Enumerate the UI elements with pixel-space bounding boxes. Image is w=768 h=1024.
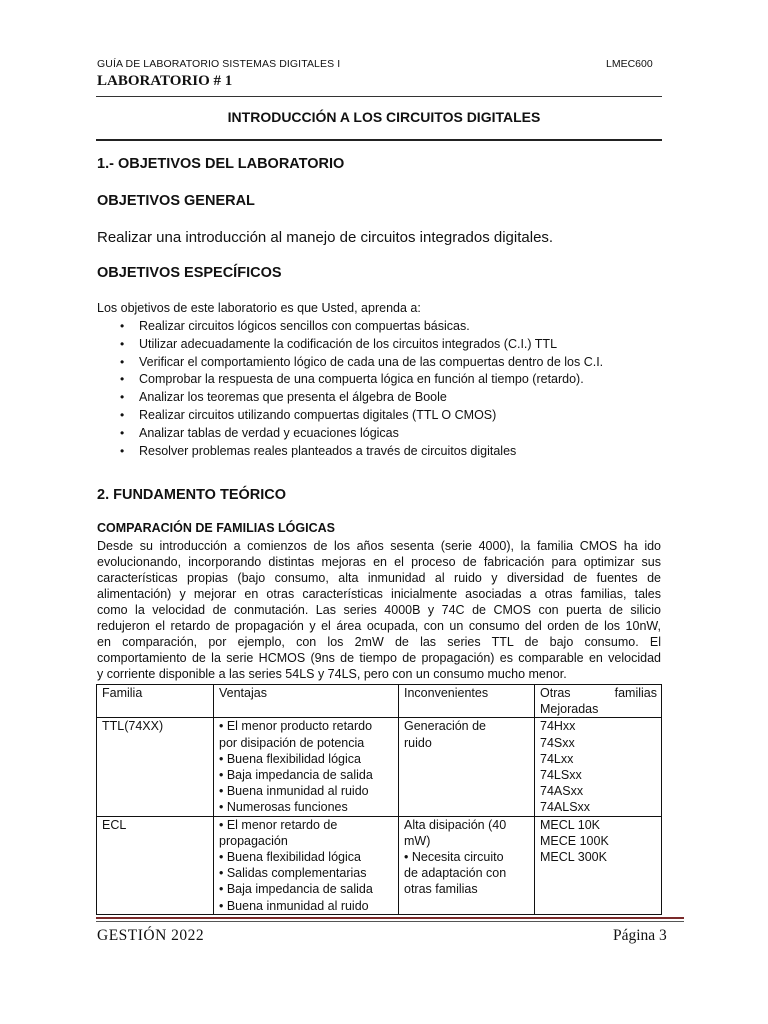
specific-objectives-intro: Los objetivos de este laboratorio es que Usted, aprenda a: bbox=[97, 301, 421, 315]
list-item: • Realizar circuitos utilizando compuertas digitales (TTL O CMOS) bbox=[120, 407, 603, 425]
paragraph-line: características propias (bajo consumo, alta inmunidad al ruido y diversidad de fuentes de bbox=[97, 571, 661, 585]
cell-otras: 74Hxx 74Sxx 74Lxx 74LSxx 74ASxx 74ALSxx bbox=[535, 718, 662, 816]
lab-number: LABORATORIO # 1 bbox=[97, 73, 233, 89]
paragraph-line: redujeron el retardo de propagación y el área ocupada, con un consumo del orden de los 10nW, bbox=[97, 619, 661, 633]
paragraph-line: en comparación, por ejemplo, con los 2mW de las series TTL de bajo consumo. El bbox=[97, 635, 661, 649]
table-row bbox=[97, 816, 662, 914]
list-item: • Resolver problemas reales planteados a través de circuitos digitales bbox=[120, 443, 603, 461]
page-number: Página 3 bbox=[613, 927, 667, 944]
logic-families-table bbox=[96, 684, 662, 915]
header-rule bbox=[96, 96, 662, 97]
list-item: • Comprobar la respuesta de una compuerta lógica en función al tiempo (retardo). bbox=[120, 371, 603, 389]
cell-ventajas: • El menor producto retardo por disipación de potencia • Buena flexibilidad lógica • Baja impedancia de salida • Buena inmunidad al ruido • Numerosas funciones bbox=[214, 718, 399, 816]
cell-inconvenientes: Generación de ruido bbox=[399, 718, 535, 816]
header-inconvenientes: Inconvenientes bbox=[399, 685, 535, 718]
paragraph-line: comportamiento de la serie HCMOS (9ns de tiempo de propagación) es comparable en velocidad bbox=[97, 651, 661, 665]
header-familia: Familia bbox=[97, 685, 214, 718]
header-ventajas: Ventajas bbox=[214, 685, 399, 718]
header-otras-familias: Otras familias Mejoradas bbox=[535, 685, 662, 718]
cell-ventajas: • El menor retardo de propagación • Buena flexibilidad lógica • Salidas complementarias • Baja impedancia de salida • Buena inmunidad al ruido bbox=[214, 816, 399, 914]
page-title: INTRODUCCIÓN A LOS CIRCUITOS DIGITALES bbox=[227, 109, 541, 125]
header-course: GUÍA DE LABORATORIO SISTEMAS DIGITALES I bbox=[97, 58, 341, 70]
general-objective-text: Realizar una introducción al manejo de circuitos integrados digitales. bbox=[97, 229, 554, 246]
list-item: • Analizar los teoremas que presenta el álgebra de Boole bbox=[120, 389, 603, 407]
paragraph-line: y corriente disponible a las series 54LS y 74LS, pero con un consumo mucho menor. bbox=[97, 667, 567, 681]
table-row bbox=[97, 718, 662, 816]
theory-paragraph bbox=[97, 538, 661, 682]
objectives-heading: 1.- OBJETIVOS DEL LABORATORIO bbox=[97, 156, 345, 172]
cell-familia: TTL(74XX) bbox=[97, 718, 214, 816]
theory-heading: 2. FUNDAMENTO TEÓRICO bbox=[97, 487, 287, 503]
paragraph-line: como la velocidad de conmutación. Las series 4000B y 74C de CMOS con puerta de silicio bbox=[97, 603, 661, 617]
footer-rule-thin bbox=[96, 921, 684, 922]
footer-rule bbox=[96, 917, 684, 919]
cell-familia: ECL bbox=[97, 816, 214, 914]
objectives-list bbox=[120, 318, 603, 460]
title-rule bbox=[96, 139, 662, 141]
cell-otras: MECL 10K MECE 100K MECL 300K bbox=[535, 816, 662, 914]
list-item: • Realizar circuitos lógicos sencillos con compuertas básicas. bbox=[120, 318, 603, 336]
general-objective-heading: OBJETIVOS GENERAL bbox=[97, 193, 255, 209]
specific-objectives-heading: OBJETIVOS ESPECÍFICOS bbox=[97, 265, 282, 281]
list-item: • Verificar el comportamiento lógico de cada una de las compuertas dentro de los C.I. bbox=[120, 354, 603, 372]
paragraph-line: Desde su introducción a comienzos de los años sesenta (serie 4000), la familia CMOS ha ido bbox=[97, 539, 661, 553]
paragraph-line: alimentación) y mejorar en otras características inicialmente asociadas a otras familias, tales bbox=[97, 587, 661, 601]
cell-inconvenientes: Alta disipación (40 mW) • Necesita circuito de adaptación con otras familias bbox=[399, 816, 535, 914]
footer-year: GESTIÓN 2022 bbox=[97, 927, 205, 944]
logic-families-subheading: COMPARACIÓN DE FAMILIAS LÓGICAS bbox=[97, 521, 335, 535]
list-item: • Utilizar adecuadamente la codificación de los circuitos integrados (C.I.) TTL bbox=[120, 336, 603, 354]
list-item: • Analizar tablas de verdad y ecuaciones lógicas bbox=[120, 425, 603, 443]
table-header-row bbox=[97, 685, 662, 718]
paragraph-line: evolucionando, incorporando distintas mejoras en el proceso de fabricación para optimizar sus bbox=[97, 555, 661, 569]
header-code: LMEC600 bbox=[606, 58, 653, 70]
